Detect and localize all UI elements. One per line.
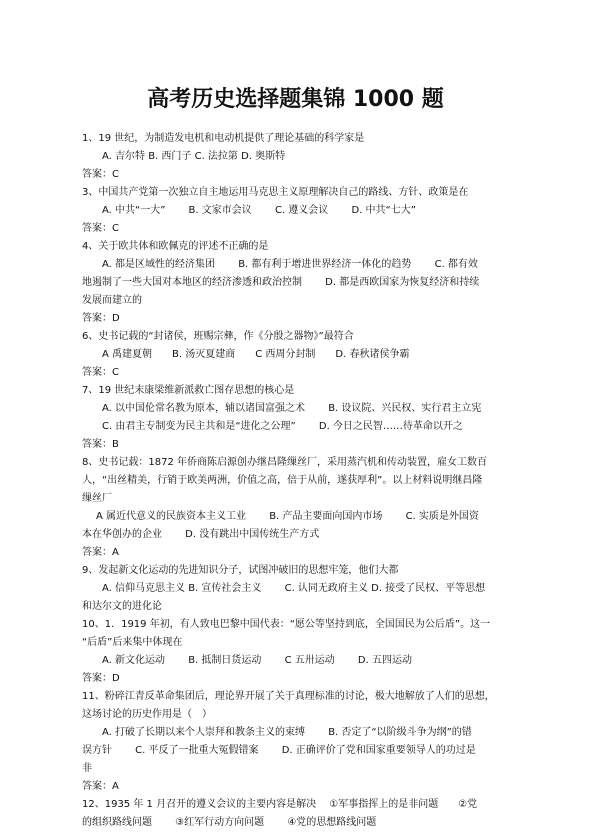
text-line: 10、1．1919 年初，有人致电巴黎中国代表：“愿公等坚持到底，全国国民为公后盾”。这一 [82,619,491,630]
text-line: A. 打破了长期以来个人崇拜和教条主义的束缚 B. 否定了“以阶级斗争为纲”的错 [102,727,472,738]
text-line: 本在华创办的企业 D. 没有跳出中国传统生产方式 [82,529,320,540]
text-line: 缫丝厂 [82,493,112,504]
text-line: 这场讨论的历史作用是（ ） [82,709,212,720]
answer-line: 答案：C [82,367,119,378]
text-line: 11、粉碎江青反革命集团后，理论界开展了关于真理标准的讨论，极大地解放了人们的思想， [82,691,495,702]
text-line: 12、1935 年 1 月召开的遵义会议的主要内容是解决 ①军事指挥上的是非问题 ②党 [82,799,478,810]
text-line: A 禹建夏朝 B. 汤灭夏建商 C 西周分封制 D. 春秋诸侯争霸 [102,349,410,360]
document-title: 高考历史选择题集锦 1000 题 [147,87,444,112]
answer-line: 答案：A [82,547,119,558]
text-line: A. 新文化运动 B. 抵制日货运动 C 五卅运动 D. 五四运动 [102,655,412,666]
text-line: 的组织路线问题 ③红军行动方向问题 ④党的思想路线问题 [82,817,377,828]
answer-line: 答案：A [82,781,119,792]
text-line: A. 以中国伦常名教为原本，辅以诸国富强之术 B. 设议院、兴民权、实行君主立宪 [102,403,482,414]
text-line: A. 信仰马克思主义 B. 宣传社会主义 C. 认同无政府主义 D. 接受了民权、平等思想 [102,583,486,594]
text-line: 发展而建立的 [82,295,142,306]
text-line: 误方针 C. 平反了一批重大冤假错案 D. 正确评价了党和国家重要领导人的功过是 [82,745,476,756]
answer-line: 答案：D [82,313,120,324]
text-line: 6、史书记载的“封诸侯，班赐宗彝，作《分殷之器物》”最符合 [82,331,354,342]
text-line: 3、中国共产党第一次独立自主地运用马克思主义原理解决自己的路线、方针、政策是在 [82,187,469,198]
answer-line: 答案：B [82,439,119,450]
text-line: A 属近代意义的民族资本主义工业 B. 产品主要面向国内市场 C. 实质是外国资 [96,511,479,522]
text-line: “后盾”后来集中体现在 [82,637,183,648]
text-line: 7、19 世纪末康梁维新派救亡图存思想的核心是 [82,385,295,396]
text-line: 8、史书记载：1872 年侨商陈启源创办继昌隆缫丝厂，采用蒸汽机和传动装置，雇女工数百 [82,457,487,468]
text-line: 9、发起新文化运动的先进知识分子，试图冲破旧的思想牢笼，他们大都 [82,565,399,576]
text-line: 人，“出丝精美，行销于欧美两洲，价值之高，倍于从前，遂获厚利”。以上材料说明继昌隆 [82,475,483,486]
text-line: 4、关于欧共体和欧佩克的评述不正确的是 [82,241,269,252]
text-line: A. 都是区域性的经济集团 B. 都有利于增进世界经济一体化的趋势 C. 都有效 [102,259,478,270]
answer-line: 答案：C [82,223,119,234]
answer-line: 答案：D [82,673,120,684]
text-line: A. 中共“一大” B. 文家市会议 C. 遵义会议 D. 中共“七大” [102,205,416,216]
text-line: C. 由君主专制变为民主共和是“进化之公理” D. 今日之民智……待革命以开之 [102,421,463,432]
text-line: 地遏制了一些大国对本地区的经济渗透和政治控制 D. 都是西欧国家为恢复经济和持续 [82,277,480,288]
answer-line: 答案：C [82,169,119,180]
text-line: 和达尔文的进化论 [82,601,162,612]
text-line: 非 [82,763,92,774]
text-line: 1、19 世纪，为制造发电机和电动机提供了理论基础的科学家是 [82,133,365,144]
text-line: A. 吉尔特 B. 西门子 C. 法拉第 D. 奥斯特 [102,151,286,162]
